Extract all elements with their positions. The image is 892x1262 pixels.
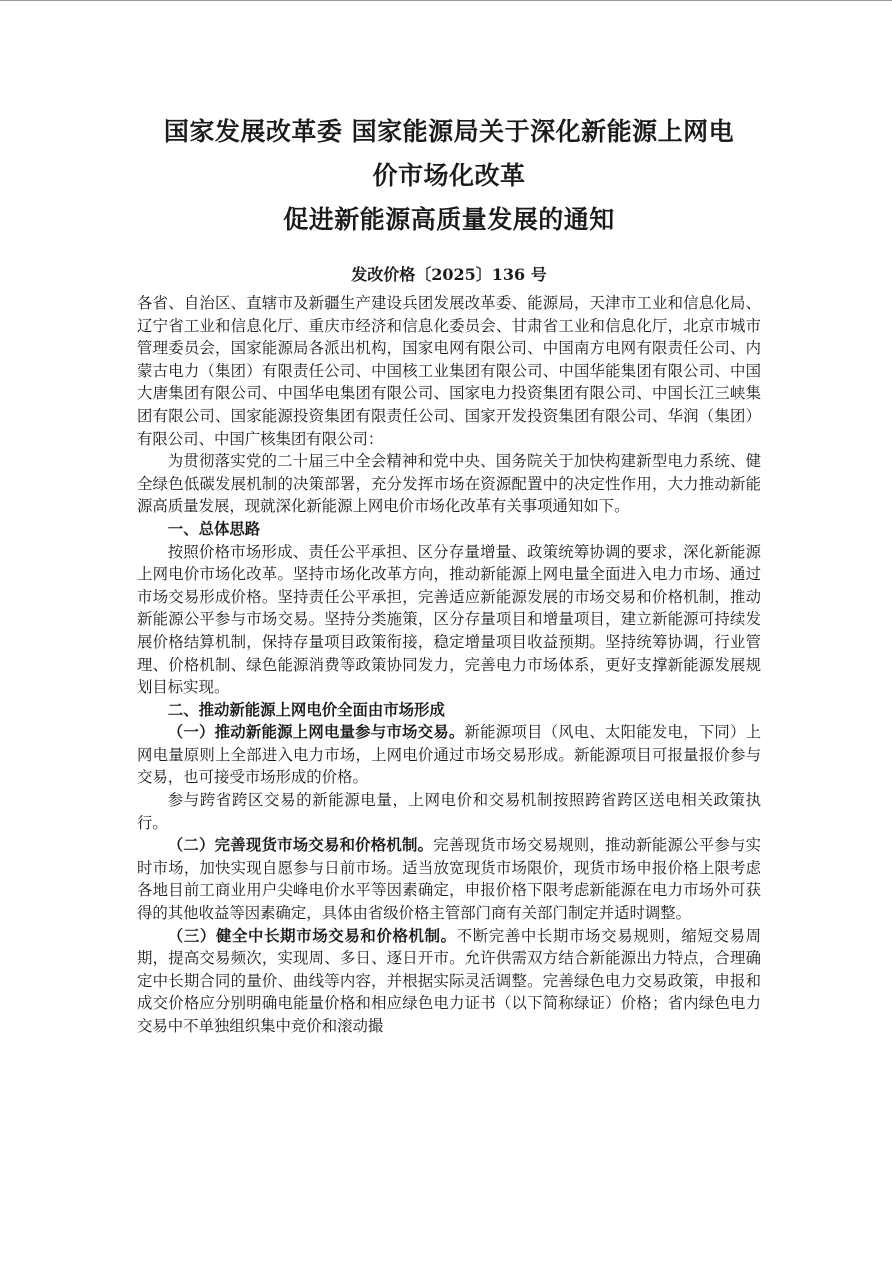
document-body	[137, 292, 761, 1038]
section-1-heading: 一、总体思路	[167, 519, 261, 538]
addressees-paragraph: 各省、自治区、直辖市及新疆生产建设兵团发展改革委、能源局，天津市工业和信息化局、辽宁省工业和信息化厅、重庆市经济和信息化委员会、甘肃省工业和信息化厅，北京市城市管理委员会，国家能源局各派出机构，国家电网有限公司、中国南方电网有限责任公司、内蒙古电力（集团）有限责任公司、中国核工业集团有限公司、中国华能集团有限公司、中国大唐集团有限公司、中国华电集团有限公司、国家电力投资集团有限公司、中国长江三峡集团有限公司、国家能源投资集团有限责任公司、国家开发投资集团有限公司、华润（集团）有限公司、中国广核集团有限公司：	[137, 294, 761, 448]
item-3-text: 不断完善中长期市场交易规则，缩短交易周期，提高交易频次，实现周、多日、逐日开市。允许供需双方结合新能源出力特点，合理确定中长期合同的量价、曲线等内容，并根据实际灵活调整。完善绿色电力交易政策，申报和成交价格应分别明确电能量价格和相应绿色电力证书（以下简称绿证）价格；省内绿色电力交易中不单独组织集中竞价和滚动撮	[137, 926, 761, 1035]
intro-paragraph: 为贯彻落实党的二十届三中全会精神和党中央、国务院关于加快构建新型电力系统、健全绿色低碳发展机制的决策部署，充分发挥市场在资源配置中的决定性作用，大力推动新能源高质量发展，现就深化新能源上网电价市场化改革有关事项通知如下。	[137, 452, 761, 516]
section-2-item-1-extra: 参与跨省跨区交易的新能源电量，上网电价和交易机制按照跨省跨区送电相关政策执行。	[137, 791, 761, 832]
item-1-text: 新能源项目（风电、太阳能发电，下同）上网电量原则上全部进入电力市场，上网电价通过市场交易形成。新能源项目可报量报价参与交易，也可接受市场形成的价格。	[137, 723, 761, 787]
top-border-line	[0, 0, 892, 1]
item-2-text: 完善现货市场交易规则，推动新能源公平参与实时市场，加快实现自愿参与日前市场。适当放宽现货市场限价，现货市场申报价格上限考虑各地目前工商业用户尖峰电价水平等因素确定，申报价格下限考虑新能源在电力市场外可获得的其他收益等因素确定，具体由省级价格主管部门商有关部门制定并适时调整。	[137, 836, 761, 923]
document-page	[137, 110, 761, 1038]
section-2-item-1	[137, 721, 761, 789]
title-line-1: 国家发展改革委 国家能源局关于深化新能源上网电	[163, 117, 735, 146]
document-number: 发改价格〔2025〕136 号	[351, 265, 547, 284]
title-line-2: 价市场化改革	[372, 161, 526, 190]
item-2-lead: （二）完善现货市场交易和价格机制。	[167, 836, 434, 855]
document-title	[137, 110, 761, 242]
section-2-item-2	[137, 834, 761, 924]
section-1-paragraph: 按照价格市场形成、责任公平承担、区分存量增量、政策统筹协调的要求，深化新能源上网电价市场化改革。坚持市场化改革方向，推动新能源上网电量全面进入电力市场、通过市场交易形成价格。坚持责任公平承担，完善适应新能源发展的市场交易和价格机制，推动新能源公平参与市场交易。坚持分类施策，区分存量项目和增量项目，建立新能源可持续发展价格结算机制，保持存量项目政策衔接，稳定增量项目收益预期。坚持统筹协调，行业管理、价格机制、绿色能源消费等政策协同发力，完善电力市场体系，更好支撑新能源发展规划目标实现。	[137, 542, 761, 697]
title-line-3: 促进新能源高质量发展的通知	[283, 205, 615, 234]
item-3-lead: （三）健全中长期市场交易和价格机制。	[167, 926, 457, 945]
section-2-item-3	[137, 925, 761, 1038]
section-2-heading: 二、推动新能源上网电价全面由市场形成	[167, 700, 445, 719]
item-1-lead: （一）推动新能源上网电量参与市场交易。	[167, 723, 465, 742]
